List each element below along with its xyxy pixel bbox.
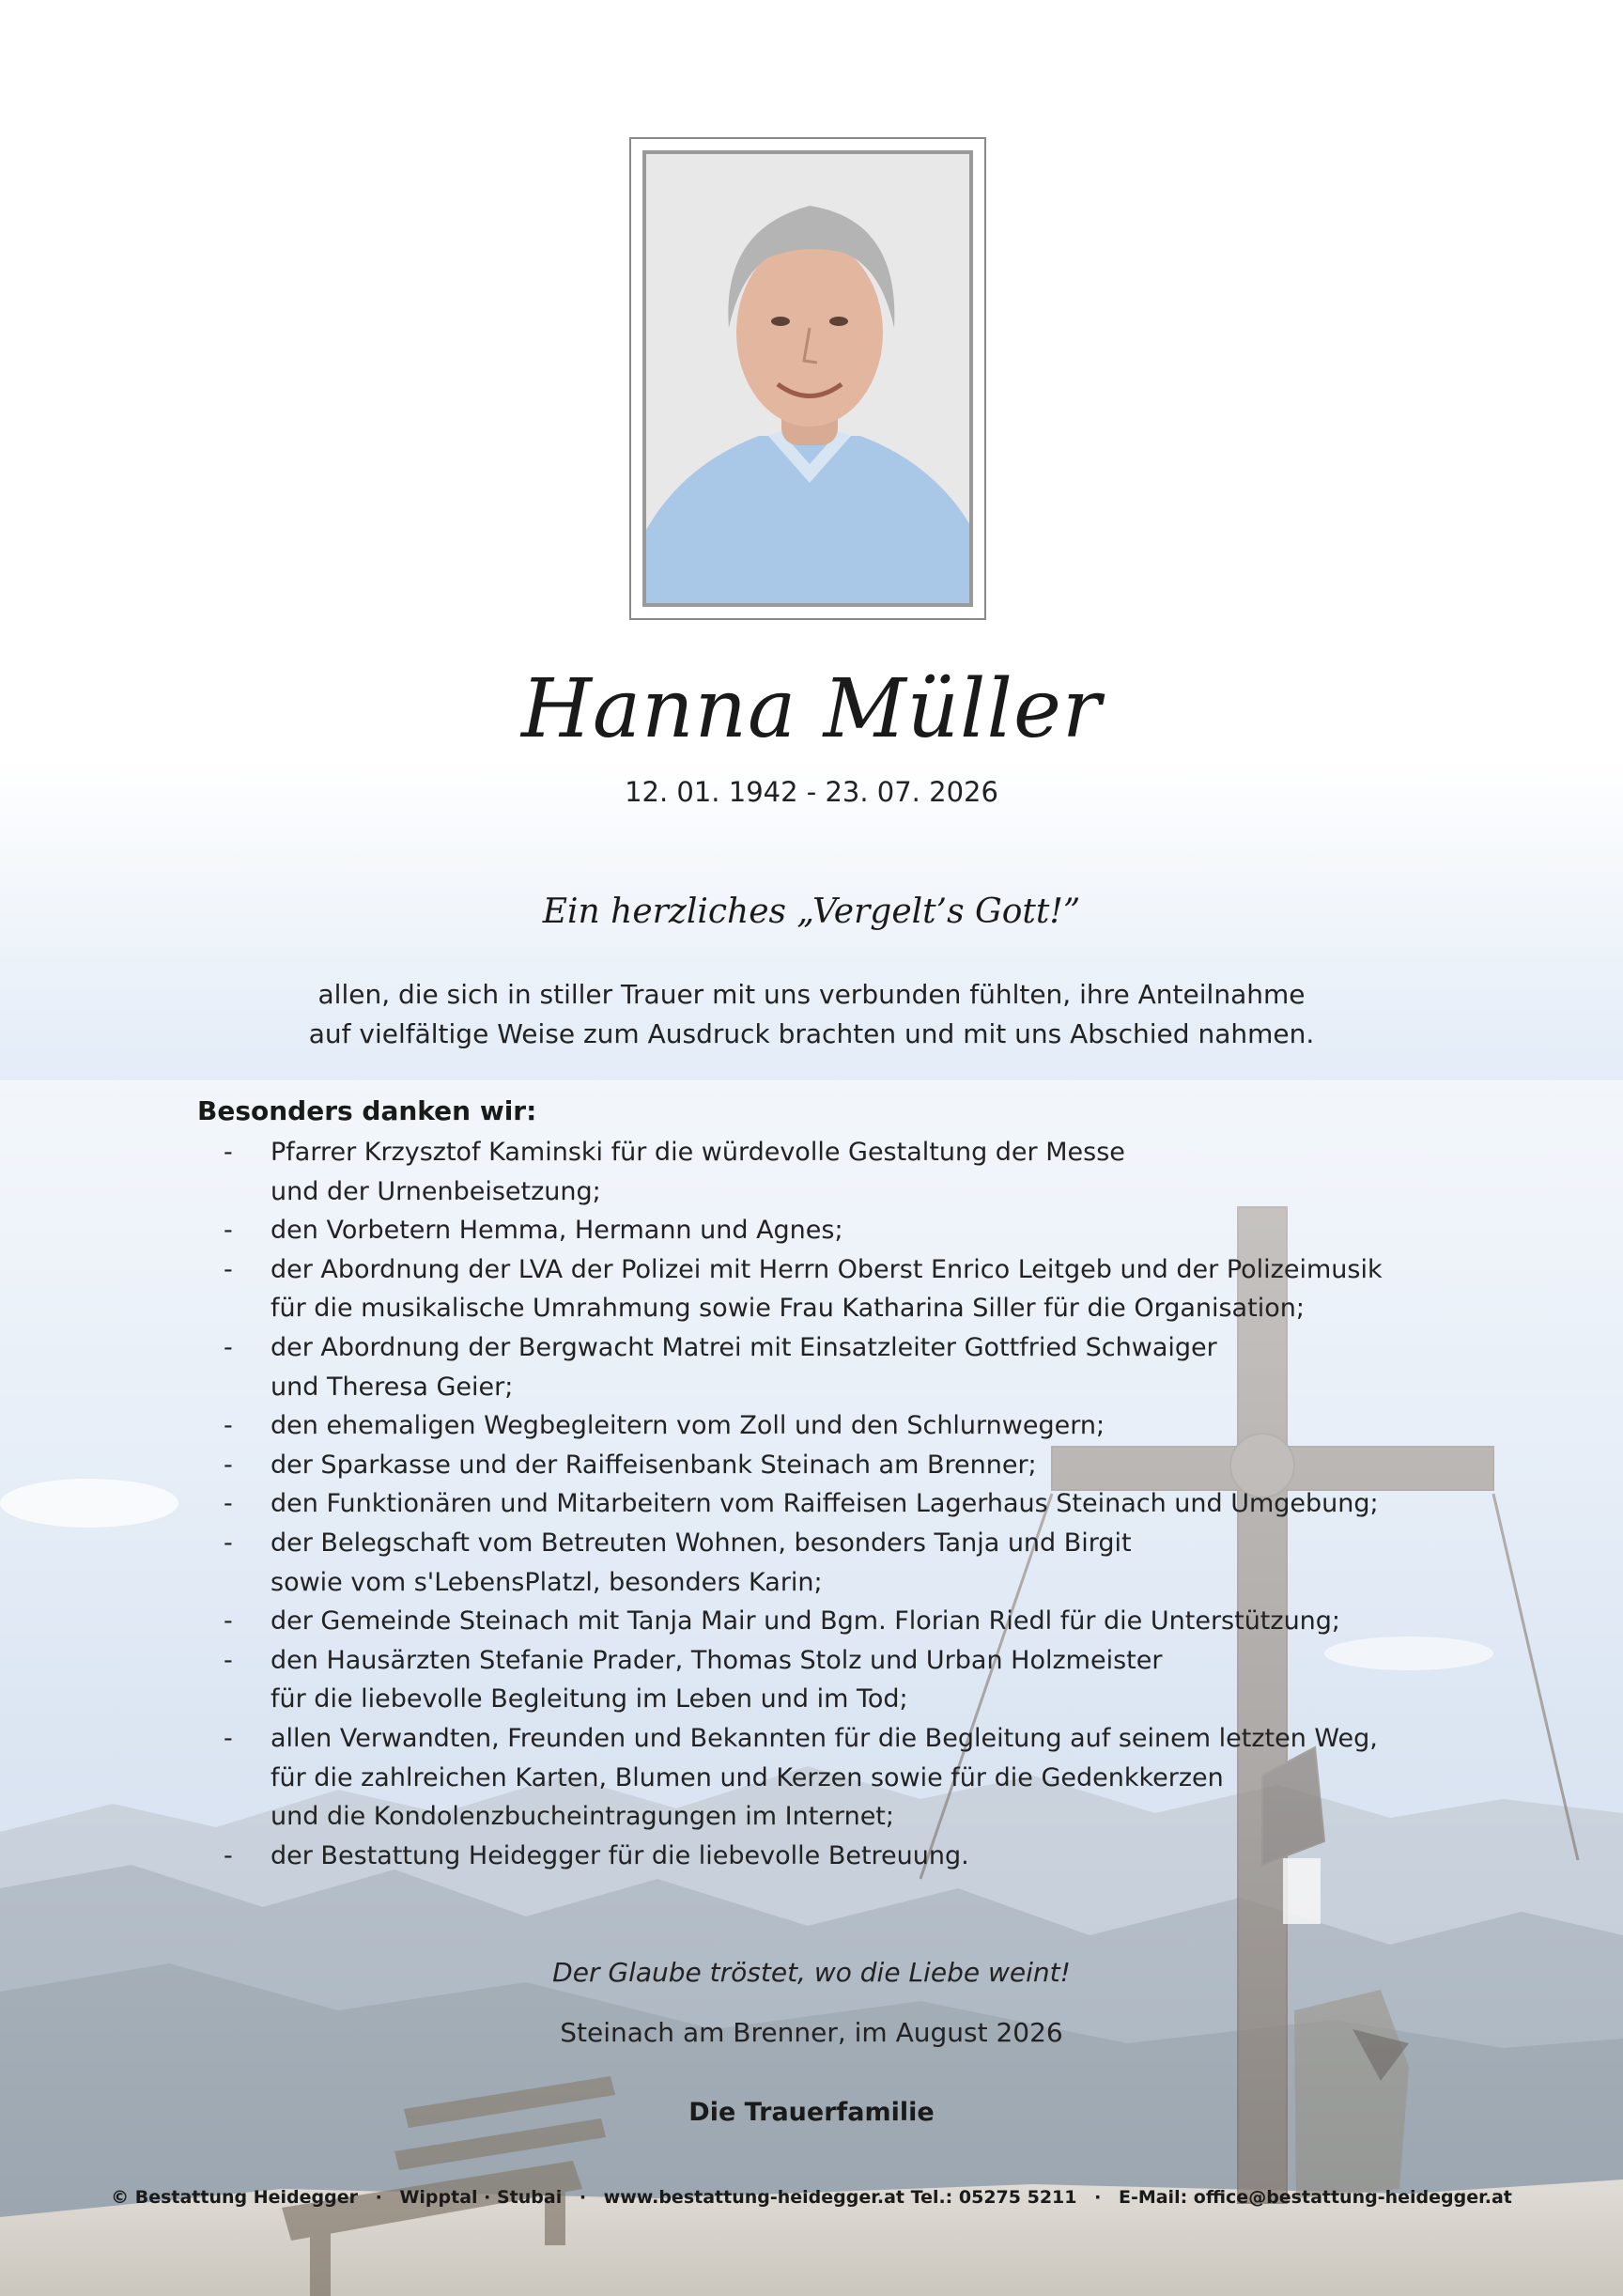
thanks-item (197, 1446, 1456, 1485)
footer-separator: · (1094, 2187, 1102, 2208)
thanks-item-line: der Bestattung Heidegger für die liebevolle Betreuung. (270, 1840, 969, 1870)
thanks-item (197, 1484, 1456, 1524)
list-dash: - (224, 1840, 233, 1870)
thanks-item-line: für die zahlreichen Karten, Blumen und Kerzen sowie für die Gedenkkerzen (270, 1762, 1224, 1792)
list-dash: - (224, 1332, 233, 1362)
list-dash: - (224, 1411, 233, 1441)
thanks-item (197, 1250, 1456, 1328)
footer (0, 2187, 1623, 2208)
footer-separator: · (579, 2187, 587, 2208)
thanks-item-line: den ehemaligen Wegbegleitern vom Zoll und den Schlurnwegern; (270, 1411, 1105, 1441)
intro-paragraph (0, 975, 1623, 1054)
list-dash: - (224, 1450, 233, 1480)
place-and-date: Steinach am Brenner, im August 2026 (560, 2017, 1063, 2048)
thanks-item-line: der Abordnung der LVA der Polizei mit Herrn Oberst Enrico Leitgeb und der Polizeimusik (270, 1254, 1383, 1284)
life-dates: 12. 01. 1942 - 23. 07. 2026 (625, 776, 998, 808)
thanks-item (197, 1719, 1456, 1837)
list-dash: - (224, 1254, 233, 1284)
thanks-item (197, 1211, 1456, 1250)
intro-line: auf vielfältige Weise zum Ausdruck brachten und mit uns Abschied nahmen. (308, 1018, 1315, 1049)
thanks-item (197, 1641, 1456, 1719)
list-dash: - (224, 1528, 233, 1558)
footer-website-phone: www.bestattung-heidegger.at Tel.: 05275 5211 (603, 2187, 1077, 2208)
thanks-item (197, 1133, 1456, 1211)
footer-region: Wipptal · Stubai (399, 2187, 563, 2208)
list-dash: - (224, 1138, 233, 1167)
thanks-item-line: für die musikalische Umrahmung sowie Frau Katharina Siller für die Organisation; (270, 1294, 1305, 1324)
list-dash: - (224, 1723, 233, 1753)
thanks-title: Besonders danken wir: (197, 1095, 537, 1126)
thanks-item (197, 1524, 1456, 1602)
thanks-item-line: den Hausärzten Stefanie Prader, Thomas Stolz und Urban Holzmeister (270, 1645, 1163, 1675)
signature: Die Trauerfamilie (688, 2098, 935, 2127)
thanks-item (197, 1602, 1456, 1641)
list-dash: - (224, 1606, 233, 1637)
thanks-item-line: den Funktionären und Mitarbeitern vom Raiffeisen Lagerhaus Steinach und Umgebung; (270, 1489, 1379, 1519)
thanks-item (197, 1837, 1456, 1876)
footer-copyright: © Bestattung Heidegger (111, 2187, 358, 2208)
thanks-item (197, 1328, 1456, 1406)
thanks-item-line: der Abordnung der Bergwacht Matrei mit Einsatzleiter Gottfried Schwaiger (270, 1332, 1217, 1362)
thanks-item (197, 1406, 1456, 1446)
footer-email: E-Mail: office@bestattung-heidegger.at (1118, 2187, 1512, 2208)
list-dash: - (224, 1489, 233, 1519)
thank-you-heading: Ein herzliches „Vergelt’s Gott!” (542, 892, 1081, 931)
thanks-item-line: für die liebevolle Begleitung im Leben und im Tod; (270, 1684, 908, 1714)
closing-quote: Der Glaube tröstet, wo die Liebe weint! (552, 1957, 1071, 1988)
thanks-item-line: der Gemeinde Steinach mit Tanja Mair und Bgm. Florian Riedl für die Unterstützung; (270, 1606, 1341, 1637)
thanks-list (197, 1133, 1456, 1875)
list-dash: - (224, 1216, 233, 1246)
thanks-item-line: und Theresa Geier; (270, 1372, 514, 1402)
thanks-item-line: der Sparkasse und der Raiffeisenbank Steinach am Brenner; (270, 1450, 1037, 1480)
footer-separator: · (375, 2187, 382, 2208)
thanks-item-line: sowie vom s'LebensPlatzl, besonders Karin; (270, 1567, 823, 1597)
thanks-item-line: allen Verwandten, Freunden und Bekannten für die Begleitung auf seinem letzten Weg, (270, 1723, 1378, 1753)
deceased-name: Hanna Müller (520, 662, 1103, 756)
thanks-item-line: den Vorbetern Hemma, Hermann und Agnes; (270, 1216, 843, 1246)
thanks-item-line: der Belegschaft vom Betreuten Wohnen, besonders Tanja und Birgit (270, 1528, 1132, 1558)
thanks-item-line: Pfarrer Krzysztof Kaminski für die würdevolle Gestaltung der Messe (270, 1138, 1125, 1167)
portrait-frame (629, 137, 986, 620)
portrait-photo (642, 150, 973, 607)
intro-line: allen, die sich in stiller Trauer mit uns verbunden fühlten, ihre Anteilnahme (317, 979, 1306, 1010)
thanks-item-line: und die Kondolenzbucheintragungen im Internet; (270, 1802, 894, 1832)
thanks-item-line: und der Urnenbeisetzung; (270, 1176, 601, 1206)
list-dash: - (224, 1645, 233, 1675)
